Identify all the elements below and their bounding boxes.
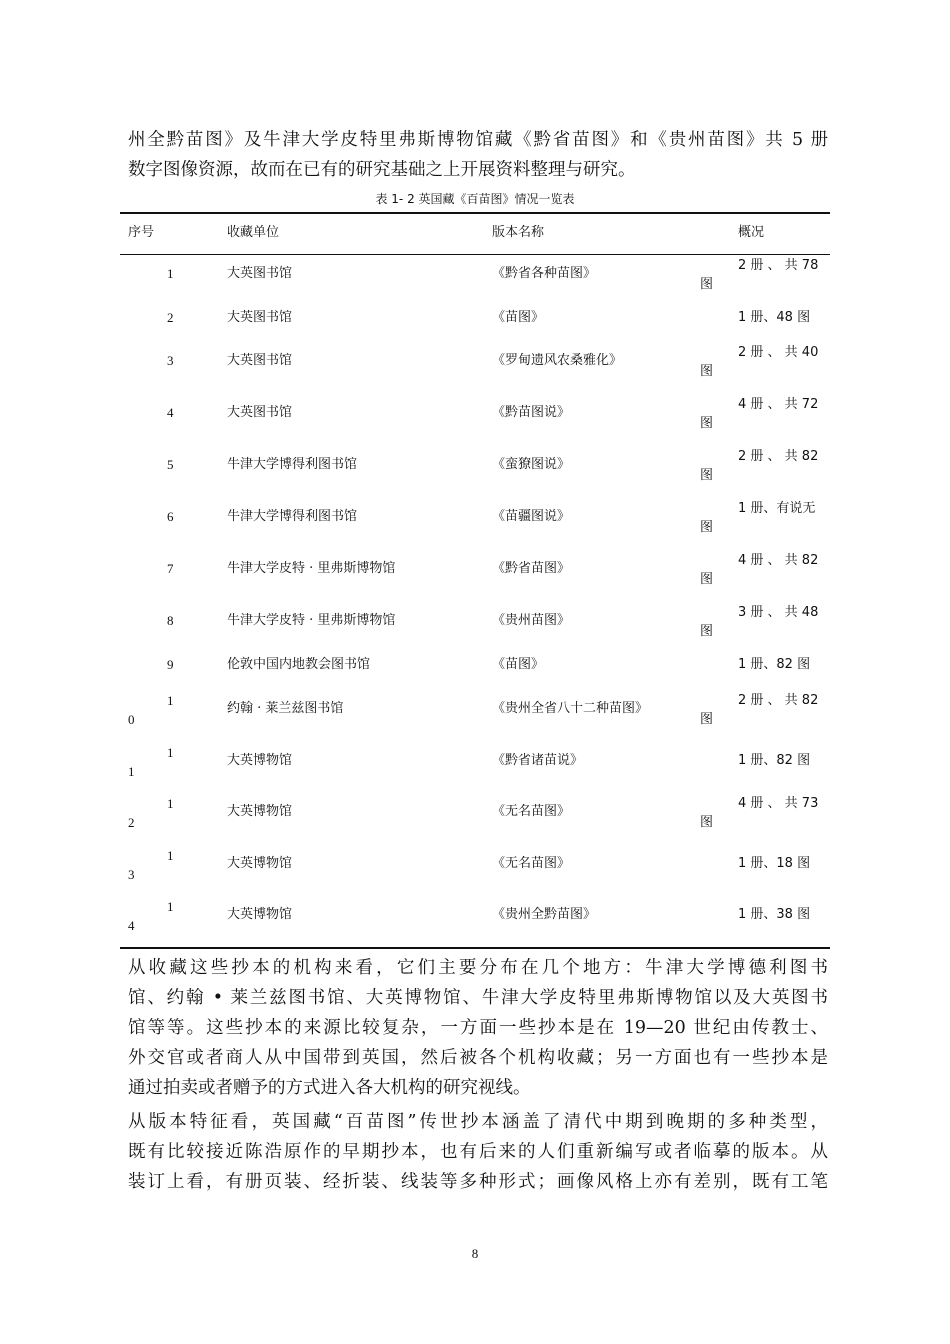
- row-title: 《黔省苗图》: [492, 561, 571, 576]
- row-description: 4 册 、 共 72: [738, 397, 819, 412]
- row-description-cont: 图: [700, 624, 714, 639]
- row-number: 1: [167, 796, 174, 811]
- row-title: 《无名苗图》: [492, 856, 571, 871]
- para1-line-3: 馆等等。这些抄本的来源比较复杂，一方面一些抄本是在 19—20 世纪由传教士、: [128, 1018, 828, 1038]
- row-institution: 大英图书馆: [227, 405, 293, 420]
- row-description: 3 册 、 共 48: [738, 605, 819, 620]
- row-title: 《黔苗图说》: [492, 405, 571, 420]
- row-description-cont: 图: [700, 815, 714, 830]
- row-title: 《黔省各种苗图》: [492, 266, 597, 281]
- row-institution: 大英博物馆: [227, 907, 293, 922]
- row-institution: 伦敦中国内地教会图书馆: [227, 657, 371, 672]
- table-caption: 表 1- 2 英国藏《百苗图》情况一览表: [375, 192, 575, 206]
- row-description: 4 册 、 共 73: [738, 796, 819, 811]
- row-number-cont: 3: [128, 867, 135, 882]
- row-title: 《贵州全黔苗图》: [492, 907, 597, 922]
- row-description: 2 册 、 共 82: [738, 693, 819, 708]
- page-number: 8: [471, 1246, 479, 1261]
- row-description-cont: 图: [700, 520, 714, 535]
- para1-line-1: 从收藏这些抄本的机构来看，它们主要分布在几个地方：牛津大学博德利图书: [128, 958, 828, 978]
- row-number-cont: 4: [128, 918, 135, 933]
- header-institution: 收藏单位: [227, 225, 280, 240]
- row-description: 2 册 、 共 78: [738, 258, 819, 273]
- row-title: 《苗图》: [492, 310, 545, 325]
- table-header-rule: [120, 254, 830, 255]
- para1-line-5: 通过拍卖或者赠予的方式进入各大机构的研究视线。: [128, 1078, 531, 1098]
- header-title: 版本名称: [492, 225, 545, 240]
- row-title: 《蛮獠图说》: [492, 457, 571, 472]
- row-number: 8: [167, 613, 174, 628]
- row-institution: 大英图书馆: [227, 353, 293, 368]
- row-number: 1: [167, 848, 174, 863]
- table-bottom-rule: [120, 947, 830, 949]
- header-desc: 概况: [738, 225, 765, 240]
- row-number: 2: [167, 310, 174, 325]
- row-description: 1 册、82 图: [738, 657, 811, 672]
- para1-line-2: 馆、约翰 • 莱兰兹图书馆、大英博物馆、牛津大学皮特里弗斯博物馆以及大英图书: [128, 988, 828, 1008]
- row-description: 1 册、48 图: [738, 310, 811, 325]
- row-number: 5: [167, 457, 174, 472]
- table-top-rule: [120, 212, 830, 214]
- row-title: 《苗疆图说》: [492, 509, 571, 524]
- row-description-cont: 图: [700, 277, 714, 292]
- row-title: 《苗图》: [492, 657, 545, 672]
- row-description: 1 册、18 图: [738, 856, 811, 871]
- row-institution: 牛津大学博得利图书馆: [227, 457, 358, 472]
- row-description: 4 册 、 共 82: [738, 553, 819, 568]
- intro-line-1: 州全黔苗图》及牛津大学皮特里弗斯博物馆藏《黔省苗图》和《贵州苗图》共 5 册: [128, 130, 828, 150]
- row-institution: 大英博物馆: [227, 753, 293, 768]
- row-description: 2 册 、 共 40: [738, 345, 819, 360]
- header-no: 序号: [128, 225, 155, 240]
- row-number: 6: [167, 509, 174, 524]
- row-institution: 约翰 · 莱兰兹图书馆: [227, 701, 344, 716]
- row-institution: 大英图书馆: [227, 266, 293, 281]
- row-description: 1 册、有说无: [738, 501, 816, 516]
- row-number-cont: 2: [128, 815, 135, 830]
- row-title: 《无名苗图》: [492, 804, 571, 819]
- row-description-cont: 图: [700, 416, 714, 431]
- row-number: 3: [167, 353, 174, 368]
- row-number: 9: [167, 657, 174, 672]
- row-title: 《罗甸遗风农桑雅化》: [492, 353, 623, 368]
- row-institution: 大英博物馆: [227, 804, 293, 819]
- row-number: 1: [167, 266, 174, 281]
- row-number-cont: 0: [128, 712, 135, 727]
- row-title: 《贵州苗图》: [492, 613, 571, 628]
- para2-line-2: 既有比较接近陈浩原作的早期抄本，也有后来的人们重新编写或者临摹的版本。从: [128, 1142, 828, 1162]
- row-institution: 牛津大学博得利图书馆: [227, 509, 358, 524]
- row-description: 2 册 、 共 82: [738, 449, 819, 464]
- row-title: 《贵州全省八十二种苗图》: [492, 701, 649, 716]
- row-description-cont: 图: [700, 712, 714, 727]
- intro-line-2: 数字图像资源，故而在已有的研究基础之上开展资料整理与研究。: [128, 160, 636, 180]
- row-description-cont: 图: [700, 572, 714, 587]
- row-number: 1: [167, 693, 174, 708]
- para2-line-1: 从版本特征看，英国藏“百苗图”传世抄本涵盖了清代中期到晚期的多种类型，: [128, 1112, 828, 1132]
- row-number: 1: [167, 745, 174, 760]
- row-number: 1: [167, 899, 174, 914]
- row-number-cont: 1: [128, 764, 135, 779]
- para1-line-4: 外交官或者商人从中国带到英国，然后被各个机构收藏；另一方面也有一些抄本是: [128, 1048, 828, 1068]
- row-description-cont: 图: [700, 364, 714, 379]
- row-institution: 大英博物馆: [227, 856, 293, 871]
- row-description: 1 册、38 图: [738, 907, 811, 922]
- row-institution: 牛津大学皮特 · 里弗斯博物馆: [227, 561, 396, 576]
- row-description: 1 册、82 图: [738, 753, 811, 768]
- row-description-cont: 图: [700, 468, 714, 483]
- row-title: 《黔省诸苗说》: [492, 753, 584, 768]
- row-number: 4: [167, 405, 174, 420]
- row-institution: 牛津大学皮特 · 里弗斯博物馆: [227, 613, 396, 628]
- row-institution: 大英图书馆: [227, 310, 293, 325]
- para2-line-3: 装订上看，有册页装、经折装、线装等多种形式；画像风格上亦有差别，既有工笔: [128, 1172, 828, 1192]
- row-number: 7: [167, 561, 174, 576]
